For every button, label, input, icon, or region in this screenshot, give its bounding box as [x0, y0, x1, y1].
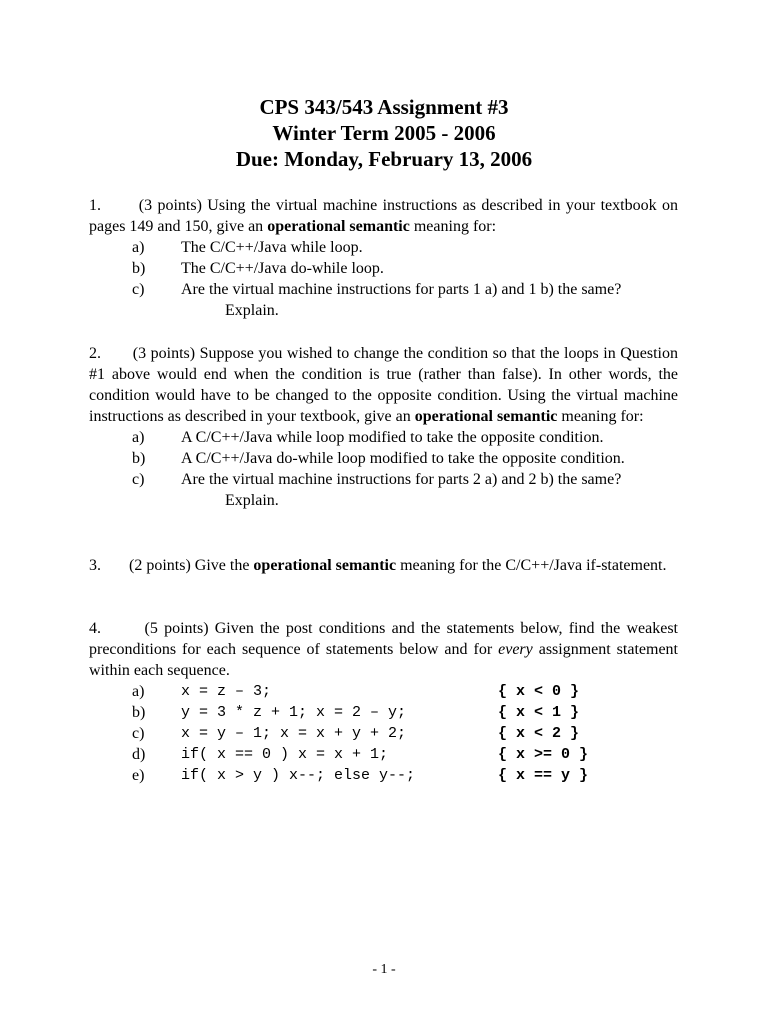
question-4-item-d: d) if( x == 0 ) x = x + 1; { x >= 0 }: [132, 746, 589, 763]
question-2-item-a: a) A C/C++/Java while loop modified to take the opposite condition.: [132, 429, 604, 446]
statement-code: if( x == 0 ) x = x + 1;: [181, 746, 389, 763]
title-line-1: CPS 343/543 Assignment #3: [259, 95, 509, 119]
title-line-3: Due: Monday, February 13, 2006: [235, 147, 533, 171]
post-condition: { x >= 0 }: [498, 746, 589, 763]
question-1-explain: Explain.: [225, 302, 279, 319]
question-1: [89, 195, 678, 321]
post-condition: { x < 2 }: [498, 725, 580, 742]
post-condition: { x == y }: [498, 767, 589, 784]
post-condition: { x < 1 }: [498, 704, 580, 721]
document-title: [0, 94, 768, 172]
question-4-item-b: b) y = 3 * z + 1; x = 2 – y; { x < 1 }: [132, 704, 580, 721]
question-4-intro: 4. (5 points) Given the post conditions and the statements below, find the weakest preconditions for each sequence of statements below and for every assignment statement within each sequence.: [89, 620, 678, 679]
question-3: [89, 555, 678, 576]
statement-code: if( x > y ) x--; else y--;: [181, 767, 416, 784]
question-2-item-b: b) A C/C++/Java do-while loop modified to take the opposite condition.: [132, 450, 625, 467]
question-4: [89, 618, 678, 786]
statement-code: x = z – 3;: [181, 683, 272, 700]
question-3-intro: 3. (2 points) Give the operational semantic meaning for the C/C++/Java if-statement.: [89, 557, 667, 574]
question-2-intro: 2. (3 points) Suppose you wished to change the condition so that the loops in Question #1 above would end when the condition is true (rather than false). In other words, the condition would have to be changed to the opposite condition. Using the virtual machine instructions as described in your textbook, give an operational semantic meaning for:: [89, 345, 678, 425]
question-1-intro: 1. (3 points) Using the virtual machine instructions as described in your textbook on pages 149 and 150, give an operational semantic meaning for:: [89, 197, 678, 235]
question-4-item-e: e) if( x > y ) x--; else y--; { x == y }: [132, 767, 589, 784]
statement-code: y = 3 * z + 1; x = 2 – y;: [181, 704, 407, 721]
page-number: - 1 -: [372, 962, 396, 977]
question-1-bold-term: operational semantic: [267, 218, 410, 235]
question-4-item-c: c) x = y – 1; x = x + y + 2; { x < 2 }: [132, 725, 580, 742]
question-2-bold-term: operational semantic: [414, 408, 558, 425]
question-2-explain: Explain.: [225, 492, 279, 509]
question-2: [89, 343, 678, 511]
question-2-item-c: c) Are the virtual machine instructions for parts 2 a) and 2 b) the same?: [132, 471, 622, 488]
title-line-2: Winter Term 2005 - 2006: [272, 121, 496, 145]
question-1-item-c: c) Are the virtual machine instructions for parts 1 a) and 1 b) the same?: [132, 281, 622, 298]
question-4-item-a: a) x = z – 3; { x < 0 }: [132, 683, 580, 700]
statement-code: x = y – 1; x = x + y + 2;: [181, 725, 407, 742]
question-1-item-b: b) The C/C++/Java do-while loop.: [132, 260, 384, 277]
question-3-bold-term: operational semantic: [253, 557, 397, 574]
post-condition: { x < 0 }: [498, 683, 580, 700]
question-4-emphasis: every: [498, 641, 533, 658]
question-1-item-a: a) The C/C++/Java while loop.: [132, 239, 363, 256]
